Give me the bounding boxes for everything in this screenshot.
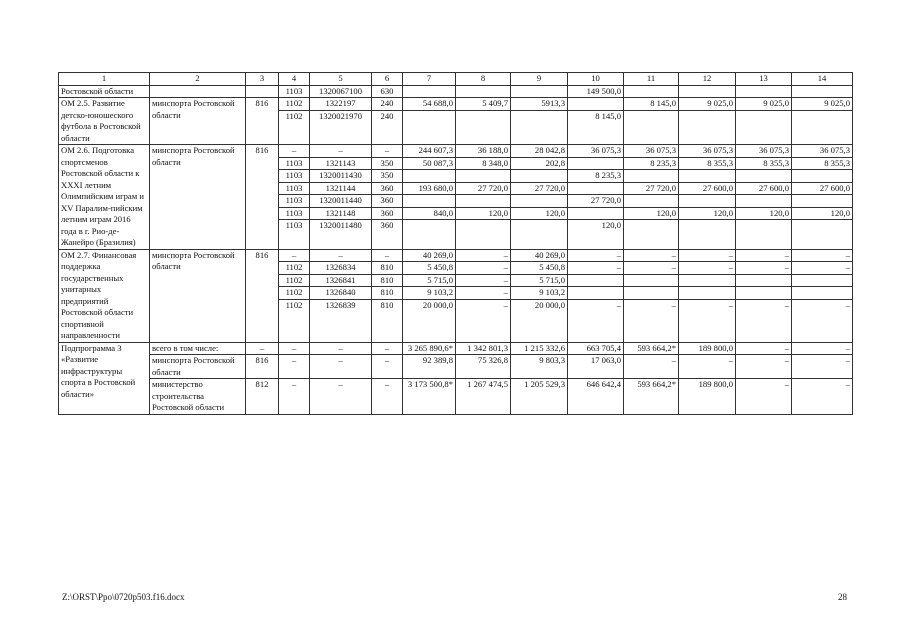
executor-name: минспорта Ростовской области xyxy=(150,145,246,250)
sub-value: 120,0 xyxy=(679,207,735,220)
sub-value xyxy=(792,110,852,123)
sub-value: 1103 xyxy=(279,219,309,232)
sub-values-cell xyxy=(279,85,310,98)
sub-value: – xyxy=(568,261,623,274)
column-header: 1 xyxy=(59,73,150,86)
sub-value xyxy=(679,286,735,299)
sub-value xyxy=(511,86,567,98)
sub-value: 1326839 xyxy=(310,299,371,312)
sub-value: 9 025,0 xyxy=(707,98,733,108)
footer-file-path: Z:\ORST\Ppo\0720p503.f16.docx xyxy=(62,592,185,602)
sub-value xyxy=(792,286,852,299)
sub-value: 36 075,3 xyxy=(590,145,621,155)
sub-value: – xyxy=(616,249,621,260)
sub-value: – xyxy=(624,299,678,312)
sub-values-cell xyxy=(279,98,310,145)
sub-value: – xyxy=(736,261,791,274)
program-value: – xyxy=(310,355,372,379)
program-row xyxy=(59,379,853,415)
sub-values-cell xyxy=(624,145,679,250)
column-header: 14 xyxy=(792,73,853,86)
program-value: – xyxy=(624,355,679,379)
column-header: 10 xyxy=(568,73,624,86)
column-header: 9 xyxy=(511,73,568,86)
sub-value: 9 103,2 xyxy=(403,286,455,299)
measure-name: Ростовской области xyxy=(59,85,150,98)
column-header: 8 xyxy=(456,73,511,86)
sub-value: 27 600,0 xyxy=(736,182,791,195)
sub-values-cell xyxy=(736,98,792,145)
sub-value: 1103 xyxy=(285,85,303,96)
sub-value xyxy=(511,219,567,232)
sub-values-cell xyxy=(310,98,372,145)
program-name: Подпрограмма 3 «Развитие инфраструктуры спорта в Ростовской области» xyxy=(59,342,150,414)
sub-value: 27 600,0 xyxy=(679,182,735,195)
sub-value: 8 235,3 xyxy=(624,157,678,170)
sub-value: 27 720,0 xyxy=(624,182,678,195)
sub-values-cell xyxy=(279,145,310,250)
program-value: – xyxy=(279,379,310,415)
sub-value: 810 xyxy=(372,299,402,312)
sub-value xyxy=(403,194,455,207)
sub-value: – xyxy=(291,249,297,260)
program-value: – xyxy=(792,355,853,379)
sub-value: – xyxy=(456,286,510,299)
sub-values-cell xyxy=(679,249,736,342)
sub-values-cell xyxy=(372,249,403,342)
program-value: – xyxy=(372,355,403,379)
sub-value: – xyxy=(792,299,852,312)
sub-values-cell xyxy=(792,249,853,342)
sub-value: – xyxy=(384,145,390,155)
sub-value: 350 xyxy=(372,157,402,170)
budget-table xyxy=(58,72,853,415)
sub-value: 20 000,0 xyxy=(403,299,455,312)
sub-value xyxy=(624,169,678,182)
table-row xyxy=(59,249,853,342)
program-value: 75 326,8 xyxy=(456,355,511,379)
sub-values-cell xyxy=(372,145,403,250)
sub-value: 1102 xyxy=(279,286,309,299)
sub-values-cell xyxy=(372,98,403,145)
sub-value xyxy=(792,274,852,287)
sub-value xyxy=(568,182,623,195)
executor-name: минспорта Ростовской области xyxy=(150,355,246,379)
column-header: 3 xyxy=(246,73,279,86)
sub-values-cell xyxy=(792,85,853,98)
sub-value xyxy=(511,110,567,123)
sub-value xyxy=(624,219,678,232)
program-value: 3 173 500,8* xyxy=(403,379,456,415)
program-value: – xyxy=(736,379,792,415)
sub-value: 5 450,8 xyxy=(511,261,567,274)
sub-value: 1102 xyxy=(279,299,309,312)
measure-name: ОМ 2.7. Финансовая поддержка государственных унитарных предприятий Ростовской области спортивной направленности xyxy=(59,249,150,342)
sub-value: 8 355,3 xyxy=(679,157,735,170)
sub-value xyxy=(403,86,455,98)
sub-value: 8 235,3 xyxy=(568,169,623,182)
sub-value xyxy=(403,219,455,232)
ministry-code: 816 xyxy=(246,98,279,145)
program-value: 1 215 332,6 xyxy=(511,342,568,355)
sub-value xyxy=(792,169,852,182)
program-value: – xyxy=(736,342,792,355)
sub-value: 1320011430 xyxy=(310,169,371,182)
program-row xyxy=(59,355,853,379)
sub-values-cell xyxy=(372,85,403,98)
sub-values-cell xyxy=(310,249,372,342)
sub-value xyxy=(511,194,567,207)
sub-value: – xyxy=(338,249,343,260)
sub-value xyxy=(568,157,623,170)
program-value: 663 705,4 xyxy=(568,342,624,355)
sub-value: 36 075,3 xyxy=(645,145,676,155)
sub-value: 1321143 xyxy=(310,157,371,170)
sub-values-cell xyxy=(279,249,310,342)
sub-value: – xyxy=(456,299,510,312)
sub-value: 120,0 xyxy=(511,207,567,220)
sub-values-cell xyxy=(310,85,372,98)
sub-value: 1102 xyxy=(279,110,309,123)
sub-value xyxy=(456,86,510,98)
sub-value: 810 xyxy=(372,286,402,299)
program-value: 1 342 801,3 xyxy=(456,342,511,355)
sub-value xyxy=(679,110,735,123)
sub-value: 840,0 xyxy=(403,207,455,220)
sub-value: 5 715,0 xyxy=(403,274,455,287)
sub-value: 54 688,0 xyxy=(422,98,453,108)
sub-value: 28 042,8 xyxy=(534,145,565,155)
sub-value xyxy=(679,194,735,207)
sub-value xyxy=(736,219,791,232)
sub-value xyxy=(736,286,791,299)
sub-value xyxy=(456,219,510,232)
sub-value: – xyxy=(728,249,733,260)
program-value: – xyxy=(372,342,403,355)
sub-value: 1326834 xyxy=(310,261,371,274)
sub-value: 630 xyxy=(380,85,394,96)
sub-value: – xyxy=(792,261,852,274)
sub-value: 9 025,0 xyxy=(824,98,850,108)
sub-value: 1321144 xyxy=(310,182,371,195)
sub-value: 360 xyxy=(372,194,402,207)
sub-value: 120,0 xyxy=(736,207,791,220)
sub-value: 120,0 xyxy=(624,207,678,220)
column-header: 2 xyxy=(150,73,246,86)
sub-value: 1103 xyxy=(279,157,309,170)
program-value: 1 267 474,5 xyxy=(456,379,511,415)
sub-value xyxy=(568,207,623,220)
program-value: 3 265 890,6* xyxy=(403,342,456,355)
sub-value: 1326841 xyxy=(310,274,371,287)
sub-value: 8 355,3 xyxy=(736,157,791,170)
sub-value: – xyxy=(503,249,508,260)
sub-value xyxy=(568,286,623,299)
sub-values-cell xyxy=(679,98,736,145)
sub-value: 244 607,3 xyxy=(418,145,453,155)
sub-value: 9 103,2 xyxy=(511,286,567,299)
sub-value xyxy=(568,274,623,287)
sub-values-cell xyxy=(310,145,372,250)
program-value: – xyxy=(792,379,853,415)
program-value: 9 803,3 xyxy=(511,355,568,379)
sub-value: 27 720,0 xyxy=(511,182,567,195)
sub-value xyxy=(624,194,678,207)
column-header: 7 xyxy=(403,73,456,86)
table-row xyxy=(59,98,853,145)
column-header: 6 xyxy=(372,73,403,86)
sub-values-cell xyxy=(624,249,679,342)
sub-value xyxy=(456,169,510,182)
sub-value: 40 269,0 xyxy=(422,249,453,260)
sub-value: 1103 xyxy=(279,169,309,182)
sub-value: 5 715,0 xyxy=(511,274,567,287)
sub-value: 27 720,0 xyxy=(568,194,623,207)
sub-value: 360 xyxy=(372,182,402,195)
sub-value xyxy=(736,169,791,182)
sub-value: – xyxy=(568,299,623,312)
sub-values-cell xyxy=(403,145,456,250)
sub-value: 1322197 xyxy=(325,98,356,108)
sub-value xyxy=(736,274,791,287)
program-value: – xyxy=(736,355,792,379)
sub-value xyxy=(792,194,852,207)
sub-values-cell xyxy=(511,249,568,342)
sub-values-cell xyxy=(568,85,624,98)
sub-value: – xyxy=(456,261,510,274)
sub-values-cell xyxy=(736,145,792,250)
sub-value xyxy=(624,274,678,287)
sub-value: 1320011440 xyxy=(310,194,371,207)
sub-values-cell xyxy=(511,85,568,98)
sub-value: – xyxy=(456,274,510,287)
ministry-code xyxy=(246,85,279,98)
sub-values-cell xyxy=(511,145,568,250)
program-value: 1 205 529,3 xyxy=(511,379,568,415)
sub-value: 1321148 xyxy=(310,207,371,220)
executor-name: минспорта Ростовской области xyxy=(150,98,246,145)
sub-value xyxy=(568,98,623,110)
sub-value: – xyxy=(384,249,390,260)
sub-value: – xyxy=(671,249,676,260)
sub-values-cell xyxy=(792,98,853,145)
sub-value xyxy=(456,194,510,207)
sub-value: 8 145,0 xyxy=(650,98,676,108)
sub-value: 810 xyxy=(372,274,402,287)
sub-value: 202,8 xyxy=(511,157,567,170)
program-value: – xyxy=(679,355,736,379)
sub-value xyxy=(456,110,510,123)
sub-values-cell xyxy=(456,98,511,145)
sub-value xyxy=(624,110,678,123)
sub-value: 810 xyxy=(372,261,402,274)
column-header: 12 xyxy=(679,73,736,86)
sub-value: 1320011480 xyxy=(310,219,371,232)
sub-value xyxy=(403,169,455,182)
sub-value: – xyxy=(784,249,789,260)
sub-value: 1103 xyxy=(279,182,309,195)
sub-value: 360 xyxy=(372,219,402,232)
sub-value: – xyxy=(845,249,850,260)
sub-value: 36 075,3 xyxy=(702,145,733,155)
sub-value xyxy=(679,274,735,287)
sub-value: 193 680,0 xyxy=(403,182,455,195)
sub-value xyxy=(679,219,735,232)
sub-value xyxy=(792,219,852,232)
sub-value: 40 269,0 xyxy=(534,249,565,260)
sub-value: 8 145,0 xyxy=(568,110,623,123)
sub-value: 8 355,3 xyxy=(792,157,852,170)
measure-name: ОМ 2.5. Развитие детско-юношеского футбола в Ростовской области xyxy=(59,98,150,145)
program-value: 646 642,4 xyxy=(568,379,624,415)
sub-value: 149 500,0 xyxy=(586,85,621,96)
sub-value xyxy=(792,86,852,98)
page-number: 28 xyxy=(838,592,847,602)
sub-value: 360 xyxy=(372,207,402,220)
sub-value xyxy=(624,286,678,299)
program-value: – xyxy=(310,379,372,415)
sub-value: 1103 xyxy=(279,207,309,220)
sub-values-cell xyxy=(736,85,792,98)
table-row xyxy=(59,145,853,250)
sub-value xyxy=(624,86,678,98)
ministry-code: 816 xyxy=(246,249,279,342)
program-value: – xyxy=(279,355,310,379)
sub-value xyxy=(403,110,455,123)
program-value: 593 664,2* xyxy=(624,342,679,355)
sub-value xyxy=(679,169,735,182)
table-row xyxy=(59,85,853,98)
sub-value: 20 000,0 xyxy=(511,299,567,312)
sub-values-cell xyxy=(792,145,853,250)
sub-value: 240 xyxy=(372,110,402,123)
program-value: 92 389,8 xyxy=(403,355,456,379)
executor-name: минспорта Ростовской области xyxy=(150,249,246,342)
program-value: – xyxy=(310,342,372,355)
sub-value: 36 188,0 xyxy=(477,145,508,155)
sub-value: 50 087,3 xyxy=(403,157,455,170)
sub-value: 5 450,8 xyxy=(403,261,455,274)
sub-values-cell xyxy=(511,98,568,145)
sub-value: 1103 xyxy=(279,194,309,207)
sub-value: – xyxy=(338,145,343,155)
program-value: 17 063,0 xyxy=(568,355,624,379)
sub-values-cell xyxy=(736,249,792,342)
column-header: 11 xyxy=(624,73,679,86)
ministry-code: 816 xyxy=(246,145,279,250)
program-value: 593 664,2* xyxy=(624,379,679,415)
sub-value: 1326840 xyxy=(310,286,371,299)
executor-name: министерство строительства Ростовской области xyxy=(150,379,246,415)
sub-values-cell xyxy=(568,249,624,342)
executor-name xyxy=(150,85,246,98)
sub-value: – xyxy=(736,299,791,312)
sub-value: 120,0 xyxy=(568,219,623,232)
sub-values-cell xyxy=(568,145,624,250)
sub-values-cell xyxy=(624,98,679,145)
sub-value: 1102 xyxy=(279,261,309,274)
sub-values-cell xyxy=(456,85,511,98)
sub-values-cell xyxy=(456,145,511,250)
column-header: 4 xyxy=(279,73,310,86)
sub-value: 9 025,0 xyxy=(763,98,789,108)
sub-values-cell xyxy=(624,85,679,98)
program-value: – xyxy=(372,379,403,415)
sub-value: 1102 xyxy=(285,98,303,108)
sub-value: 120,0 xyxy=(456,207,510,220)
sub-value: 1320021970 xyxy=(310,110,371,123)
sub-value: – xyxy=(291,145,297,155)
sub-values-cell xyxy=(403,85,456,98)
sub-value: 240 xyxy=(380,98,394,108)
table-header-row xyxy=(59,73,853,86)
program-value: 189 800,0 xyxy=(679,342,736,355)
sub-value: – xyxy=(679,299,735,312)
program-value: 189 800,0 xyxy=(679,379,736,415)
sub-value: 27 720,0 xyxy=(456,182,510,195)
sub-values-cell xyxy=(679,85,736,98)
sub-value xyxy=(511,169,567,182)
column-header: 13 xyxy=(736,73,792,86)
sub-value: – xyxy=(679,261,735,274)
sub-value: 36 075,3 xyxy=(819,145,850,155)
sub-value: 5 409,7 xyxy=(482,98,508,108)
sub-value: – xyxy=(624,261,678,274)
program-value: 812 xyxy=(246,379,279,415)
sub-value: 36 075,3 xyxy=(758,145,789,155)
program-value: – xyxy=(246,342,279,355)
measure-name: ОМ 2.6. Подготовка спортсменов Ростовской области к XXXI летним Олимпийским играм и XV Паралим-пийским летним играм 2016 года в г. Рио-де-Жанейро (Бразилия) xyxy=(59,145,150,250)
program-value: 816 xyxy=(246,355,279,379)
sub-value xyxy=(736,194,791,207)
column-header: 5 xyxy=(310,73,372,86)
program-value: – xyxy=(792,342,853,355)
sub-value xyxy=(736,86,791,98)
sub-value: 350 xyxy=(372,169,402,182)
sub-value: 27 600,0 xyxy=(792,182,852,195)
sub-values-cell xyxy=(403,98,456,145)
executor-name: всего в том числе: xyxy=(150,342,246,355)
sub-values-cell xyxy=(403,249,456,342)
sub-values-cell xyxy=(568,98,624,145)
sub-value xyxy=(736,110,791,123)
program-value: – xyxy=(279,342,310,355)
sub-values-cell xyxy=(456,249,511,342)
sub-value: 120,0 xyxy=(792,207,852,220)
sub-value: 8 348,0 xyxy=(456,157,510,170)
sub-value xyxy=(679,86,735,98)
sub-value: 5913,3 xyxy=(541,98,565,108)
sub-values-cell xyxy=(679,145,736,250)
program-row xyxy=(59,342,853,355)
sub-value: 1320067100 xyxy=(319,85,362,96)
sub-value: 1102 xyxy=(279,274,309,287)
